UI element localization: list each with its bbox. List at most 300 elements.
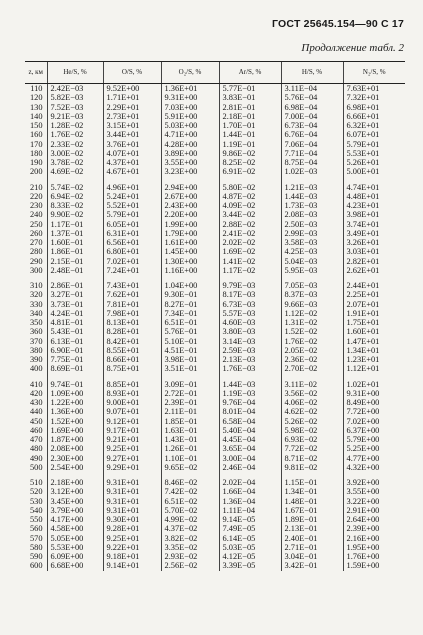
table-row (25, 487, 405, 496)
altitude-cell: 200 (29, 167, 43, 177)
value-cell: 3.55E+00 (343, 487, 405, 496)
value-cell: 4.71E+00 (161, 130, 219, 139)
value-cell: 4.23E+01 (343, 201, 405, 210)
value-cell: 3.00E−04 (219, 454, 281, 463)
value-cell: 1.59E+00 (343, 561, 405, 570)
value-cell: 3.74E+01 (343, 220, 405, 229)
altitude-cell: 470 (29, 435, 43, 444)
value-cell: 3.80E−03 (219, 327, 281, 336)
value-cell: 2.62E+01 (343, 266, 405, 275)
value-cell: 3.98E+01 (343, 210, 405, 219)
altitude-cell: 350 (29, 318, 43, 327)
value-cell: 6.98E−04 (281, 103, 343, 112)
altitude-cell: 360 (29, 327, 43, 337)
value-cell: 4.25E−03 (281, 247, 343, 256)
value-cell: 1.44E−03 (219, 380, 281, 389)
value-cell: 1.67E−01 (281, 506, 343, 515)
value-cell: 1.16E+00 (161, 266, 219, 275)
column-header-n2: N₂/S, % (343, 62, 405, 84)
table-row (25, 426, 405, 435)
table-row (25, 103, 405, 112)
value-cell: 4.51E−01 (161, 346, 219, 355)
value-cell: 1.87E+00 (47, 435, 103, 444)
value-cell: 3.39E−05 (219, 561, 281, 570)
table-row (25, 167, 405, 176)
value-cell: 1.70E−01 (219, 121, 281, 130)
value-cell: 2.11E−01 (161, 407, 219, 416)
value-cell: 5.40E−04 (219, 426, 281, 435)
value-cell: 4.17E+00 (47, 515, 103, 524)
altitude-cell: 280 (29, 247, 43, 257)
table-row (25, 266, 405, 275)
value-cell: 8.75E−04 (281, 158, 343, 167)
altitude-cell: 250 (29, 219, 43, 229)
value-cell: 8.33E−02 (47, 201, 103, 210)
value-cell: 2.54E+00 (47, 463, 103, 472)
value-cell: 3.27E−01 (47, 290, 103, 299)
altitude-cell: 270 (29, 238, 43, 247)
value-cell: 9.21E+01 (103, 435, 161, 444)
value-cell: 2.99E−03 (281, 229, 343, 238)
value-cell: 2.82E+01 (343, 257, 405, 266)
value-cell: 5.04E−03 (281, 257, 343, 266)
value-cell: 9.65E−02 (161, 463, 219, 472)
value-cell: 5.00E+01 (343, 167, 405, 176)
value-cell: 6.09E+00 (47, 552, 103, 561)
value-cell: 6.07E+01 (343, 130, 405, 139)
value-cell: 6.37E+00 (343, 426, 405, 435)
table-continuation-label: Продолжение табл. 2 (301, 42, 404, 54)
value-cell: 7.32E+01 (343, 93, 405, 102)
value-cell: 1.36E−04 (219, 497, 281, 506)
altitude-cell: 330 (29, 299, 43, 309)
value-cell: 1.34E+01 (343, 346, 405, 355)
value-cell: 2.48E−01 (47, 266, 103, 275)
altitude-cell: 320 (29, 290, 43, 300)
value-cell: 5.43E−01 (47, 327, 103, 336)
value-cell: 1.44E−01 (219, 130, 281, 139)
value-cell: 1.17E−02 (219, 266, 281, 275)
table-row (25, 290, 405, 299)
value-cell: 5.03E+00 (161, 121, 219, 130)
value-cell: 1.36E+00 (47, 407, 103, 416)
value-cell: 5.76E−01 (161, 327, 219, 336)
value-cell: 7.71E−04 (281, 149, 343, 158)
value-cell: 4.74E+01 (343, 183, 405, 192)
altitude-cell: 400 (29, 364, 43, 374)
value-cell: 3.11E−04 (281, 84, 343, 94)
value-cell: 3.51E−01 (161, 364, 219, 373)
value-cell: 1.76E−03 (219, 364, 281, 373)
value-cell: 2.88E−02 (219, 220, 281, 229)
value-cell: 6.98E+01 (343, 103, 405, 112)
value-cell: 1.02E+01 (343, 380, 405, 389)
value-cell: 6.91E−02 (219, 167, 281, 176)
value-cell: 5.26E+01 (343, 158, 405, 167)
altitude-cell: 130 (29, 102, 43, 112)
value-cell: 3.03E+01 (343, 247, 405, 256)
value-cell: 9.52E+00 (103, 84, 161, 94)
table-header-row (25, 62, 405, 84)
table-row (25, 398, 405, 407)
altitude-cell: 500 (29, 462, 43, 472)
value-cell: 9.79E−03 (219, 281, 281, 290)
value-cell: 8.49E+00 (343, 398, 405, 407)
table-row (25, 435, 405, 444)
value-cell: 3.98E−01 (161, 355, 219, 364)
altitude-cell: 300 (29, 265, 43, 275)
value-cell: 5.91E+00 (161, 112, 219, 121)
table-row (25, 463, 405, 472)
value-cell: 5.53E+01 (343, 149, 405, 158)
value-cell: 3.15E+01 (103, 121, 161, 130)
value-cell: 1.89E−01 (281, 515, 343, 524)
value-cell: 3.04E−01 (281, 552, 343, 561)
value-cell: 1.44E−03 (281, 192, 343, 201)
value-cell: 1.76E+00 (343, 552, 405, 561)
value-cell: 1.76E−02 (47, 130, 103, 139)
value-cell: 8.01E−04 (219, 407, 281, 416)
value-cell: 2.25E+01 (343, 290, 405, 299)
value-cell: 1.43E−01 (161, 435, 219, 444)
altitude-cell: 380 (29, 345, 43, 355)
table-row (25, 561, 405, 570)
value-cell: 2.42E−03 (47, 84, 103, 94)
value-cell: 2.13E−03 (219, 355, 281, 364)
value-cell: 8.55E+01 (103, 346, 161, 355)
value-cell: 2.05E−02 (281, 346, 343, 355)
value-cell: 4.87E−02 (219, 192, 281, 201)
value-cell: 3.09E−01 (161, 380, 219, 389)
altitude-cell: 430 (29, 398, 43, 407)
value-cell: 5.79E+01 (343, 140, 405, 149)
column-header-altitude: z, км (25, 62, 47, 84)
table-row (25, 478, 405, 487)
value-cell: 6.93E−02 (281, 435, 343, 444)
altitude-cell: 260 (29, 228, 43, 238)
value-cell: 1.79E+00 (161, 229, 219, 238)
value-cell: 7.75E−01 (47, 355, 103, 364)
value-cell: 9.07E+01 (103, 407, 161, 416)
value-cell: 3.26E+01 (343, 238, 405, 247)
page-header: ГОСТ 25645.154—90 С 17 (272, 18, 404, 30)
value-cell: 9.31E+01 (103, 506, 161, 515)
value-cell: 6.51E−01 (161, 318, 219, 327)
altitude-cell: 600 (29, 561, 43, 571)
value-cell: 7.98E+01 (103, 309, 161, 318)
value-cell: 1.45E+00 (161, 247, 219, 256)
table-row (25, 417, 405, 426)
altitude-cell: 220 (29, 191, 43, 201)
value-cell: 1.61E+00 (161, 238, 219, 247)
table-row (25, 543, 405, 552)
value-cell: 9.12E+01 (103, 417, 161, 426)
value-cell: 2.41E−02 (219, 229, 281, 238)
value-cell: 4.48E+01 (343, 192, 405, 201)
value-cell: 9.74E−01 (47, 380, 103, 389)
table-row (25, 149, 405, 158)
value-cell: 4.99E−02 (161, 515, 219, 524)
value-cell: 5.70E−02 (161, 506, 219, 515)
value-cell: 6.73E−03 (219, 300, 281, 309)
value-cell: 1.85E−01 (161, 417, 219, 426)
value-cell: 3.11E−02 (281, 380, 343, 389)
value-cell: 2.73E+01 (103, 112, 161, 121)
table-row (25, 281, 405, 290)
altitude-cell: 210 (29, 182, 43, 192)
altitude-cell: 310 (29, 281, 43, 290)
table-row (25, 229, 405, 238)
value-cell: 1.26E−01 (161, 444, 219, 453)
value-cell: 2.67E+00 (161, 192, 219, 201)
value-cell: 2.16E+00 (343, 534, 405, 543)
value-cell: 3.00E−02 (47, 149, 103, 158)
value-cell: 3.42E−01 (281, 561, 343, 570)
table-row (25, 454, 405, 463)
value-cell: 3.83E−01 (219, 93, 281, 102)
table-row (25, 84, 405, 94)
value-cell: 1.47E+01 (343, 337, 405, 346)
value-cell: 2.30E+00 (47, 454, 103, 463)
value-cell: 9.29E+01 (103, 463, 161, 472)
column-header-h: H/S, % (281, 62, 343, 84)
altitude-cell: 240 (29, 210, 43, 220)
value-cell: 1.75E+01 (343, 318, 405, 327)
value-cell: 2.93E−02 (161, 552, 219, 561)
altitude-cell: 570 (29, 533, 43, 543)
value-cell: 7.34E−01 (161, 309, 219, 318)
value-cell: 7.62E+01 (103, 290, 161, 299)
value-cell: 2.44E+01 (343, 281, 405, 290)
value-cell: 5.25E+00 (343, 444, 405, 453)
altitude-cell: 110 (30, 84, 43, 93)
value-cell: 1.69E−02 (219, 247, 281, 256)
altitude-cell: 230 (29, 201, 43, 210)
value-cell: 3.78E−02 (47, 158, 103, 167)
table-row (25, 327, 405, 336)
column-header-o2: O₂/S, % (161, 62, 219, 84)
value-cell: 9.81E−02 (281, 463, 343, 472)
value-cell: 1.11E−04 (219, 506, 281, 515)
altitude-cell: 120 (29, 93, 43, 103)
table-row (25, 346, 405, 355)
value-cell: 6.58E−04 (219, 417, 281, 426)
value-cell: 7.72E−02 (281, 444, 343, 453)
value-cell: 9.31E+01 (103, 487, 161, 496)
value-cell: 9.31E+00 (161, 93, 219, 102)
value-cell: 4.28E+00 (161, 140, 219, 149)
value-cell: 2.33E−02 (47, 140, 103, 149)
value-cell: 2.15E−01 (47, 257, 103, 266)
altitude-cell: 420 (29, 388, 43, 398)
value-cell: 4.45E−04 (219, 435, 281, 444)
table-row (25, 192, 405, 201)
altitude-cell: 490 (29, 453, 43, 463)
value-cell: 1.19E−03 (219, 389, 281, 398)
value-cell: 2.08E+00 (47, 444, 103, 453)
value-cell: 6.90E−01 (47, 346, 103, 355)
value-cell: 6.51E−02 (161, 497, 219, 506)
value-cell: 1.37E−01 (47, 229, 103, 238)
value-cell: 5.98E−02 (281, 426, 343, 435)
table-body (25, 84, 405, 571)
value-cell: 3.22E+00 (343, 497, 405, 506)
value-cell: 4.69E−02 (47, 167, 103, 176)
value-cell: 5.95E−03 (281, 266, 343, 275)
value-cell: 9.76E−04 (219, 398, 281, 407)
value-cell: 4.09E−02 (219, 201, 281, 210)
value-cell: 8.93E+01 (103, 389, 161, 398)
value-cell: 2.07E+01 (343, 300, 405, 309)
value-cell: 8.69E−01 (47, 364, 103, 373)
value-cell: 3.65E−04 (219, 444, 281, 453)
value-cell: 1.34E−01 (281, 487, 343, 496)
value-cell: 2.50E−03 (281, 220, 343, 229)
altitude-cell: 510 (29, 478, 43, 487)
table-row (25, 524, 405, 533)
value-cell: 4.12E−05 (219, 552, 281, 561)
altitude-cell: 190 (29, 158, 43, 167)
value-cell: 4.37E−02 (161, 524, 219, 533)
value-cell: 4.07E+01 (103, 149, 161, 158)
value-cell: 1.12E+01 (343, 364, 405, 373)
value-cell: 4.67E+01 (103, 167, 161, 176)
value-cell: 5.03E−05 (219, 543, 281, 552)
value-cell: 8.75E+01 (103, 364, 161, 373)
altitude-cell: 410 (29, 379, 43, 389)
value-cell: 4.24E−01 (47, 309, 103, 318)
value-cell: 1.63E−01 (161, 426, 219, 435)
value-cell: 5.52E+01 (103, 201, 161, 210)
value-cell: 1.28E−02 (47, 121, 103, 130)
value-cell: 4.32E+00 (343, 463, 405, 472)
value-cell: 2.86E−01 (47, 281, 103, 290)
value-cell: 1.15E−01 (281, 478, 343, 487)
value-cell: 6.14E−05 (219, 534, 281, 543)
value-cell: 1.09E+00 (47, 389, 103, 398)
value-cell: 4.77E+00 (343, 454, 405, 463)
table-row (25, 355, 405, 364)
value-cell: 5.53E+00 (47, 543, 103, 552)
value-cell: 1.19E−01 (219, 140, 281, 149)
value-cell: 2.91E+00 (343, 506, 405, 515)
value-cell: 2.18E−01 (219, 112, 281, 121)
value-cell: 3.89E+00 (161, 149, 219, 158)
value-cell: 6.94E−02 (47, 192, 103, 201)
value-cell: 6.73E−04 (281, 121, 343, 130)
value-cell: 9.66E−03 (281, 300, 343, 309)
value-cell: 3.44E+01 (103, 130, 161, 139)
value-cell: 5.77E−01 (219, 84, 281, 94)
value-cell: 3.73E−01 (47, 300, 103, 309)
value-cell: 9.18E+01 (103, 552, 161, 561)
table-row (25, 389, 405, 398)
value-cell: 4.81E−01 (47, 318, 103, 327)
value-cell: 6.32E+01 (343, 121, 405, 130)
value-cell: 7.81E+01 (103, 300, 161, 309)
value-cell: 5.79E+00 (343, 435, 405, 444)
value-cell: 5.80E−02 (219, 183, 281, 192)
value-cell: 2.72E−01 (161, 389, 219, 398)
value-cell: 4.60E−03 (219, 318, 281, 327)
altitude-cell: 580 (29, 542, 43, 552)
value-cell: 2.59E−03 (219, 346, 281, 355)
value-cell: 8.28E+01 (103, 327, 161, 336)
value-cell: 7.05E−03 (281, 281, 343, 290)
value-cell: 3.76E+01 (103, 140, 161, 149)
value-cell: 2.81E−01 (219, 103, 281, 112)
value-cell: 1.41E−02 (219, 257, 281, 266)
value-cell: 5.24E+01 (103, 192, 161, 201)
value-cell: 3.23E+00 (161, 167, 219, 176)
value-cell: 5.26E−02 (281, 417, 343, 426)
value-cell: 9.14E−05 (219, 515, 281, 524)
value-cell: 1.76E−02 (281, 337, 343, 346)
altitude-cell: 480 (29, 444, 43, 454)
value-cell: 6.56E+01 (103, 238, 161, 247)
value-cell: 5.57E−03 (219, 309, 281, 318)
value-cell: 6.31E+01 (103, 229, 161, 238)
value-cell: 2.02E−04 (219, 478, 281, 487)
altitude-cell: 150 (29, 121, 43, 130)
value-cell: 4.37E+01 (103, 158, 161, 167)
value-cell: 2.56E−02 (161, 561, 219, 570)
column-header-he: He/S, % (47, 62, 103, 84)
value-cell: 6.05E+01 (103, 220, 161, 229)
value-cell: 9.28E+01 (103, 524, 161, 533)
value-cell: 4.58E+00 (47, 524, 103, 533)
table-row (25, 534, 405, 543)
value-cell: 9.00E+01 (103, 398, 161, 407)
value-cell: 3.79E+00 (47, 506, 103, 515)
value-cell: 2.71E−01 (281, 543, 343, 552)
value-cell: 1.95E+00 (343, 543, 405, 552)
table-row (25, 158, 405, 167)
table-row (25, 93, 405, 102)
value-cell: 8.37E−03 (281, 290, 343, 299)
value-cell: 3.92E+00 (343, 478, 405, 487)
value-cell: 5.74E−02 (47, 183, 103, 192)
value-cell: 1.99E+00 (161, 220, 219, 229)
value-cell: 6.76E−04 (281, 130, 343, 139)
value-cell: 3.49E+01 (343, 229, 405, 238)
altitude-cell: 440 (29, 407, 43, 417)
altitude-cell: 590 (29, 552, 43, 561)
table-row (25, 497, 405, 506)
value-cell: 1.86E−01 (47, 247, 103, 256)
altitude-cell: 370 (29, 336, 43, 346)
altitude-cell: 530 (29, 496, 43, 506)
value-cell: 5.79E+01 (103, 210, 161, 219)
table-row (25, 380, 405, 389)
value-cell: 4.62E−02 (281, 407, 343, 416)
value-cell: 9.30E−01 (161, 290, 219, 299)
value-cell: 9.31E+01 (103, 497, 161, 506)
value-cell: 5.82E−03 (47, 93, 103, 102)
value-cell: 1.31E−02 (281, 318, 343, 327)
value-cell: 9.25E+01 (103, 444, 161, 453)
altitude-cell: 390 (29, 355, 43, 364)
value-cell: 3.82E−02 (161, 534, 219, 543)
table-row (25, 130, 405, 139)
value-cell: 1.21E−03 (281, 183, 343, 192)
table-row (25, 444, 405, 453)
value-cell: 9.86E−02 (219, 149, 281, 158)
value-cell: 1.69E+00 (47, 426, 103, 435)
value-cell: 1.91E+01 (343, 309, 405, 318)
value-cell: 2.39E+00 (343, 524, 405, 533)
value-cell: 6.66E+01 (343, 112, 405, 121)
